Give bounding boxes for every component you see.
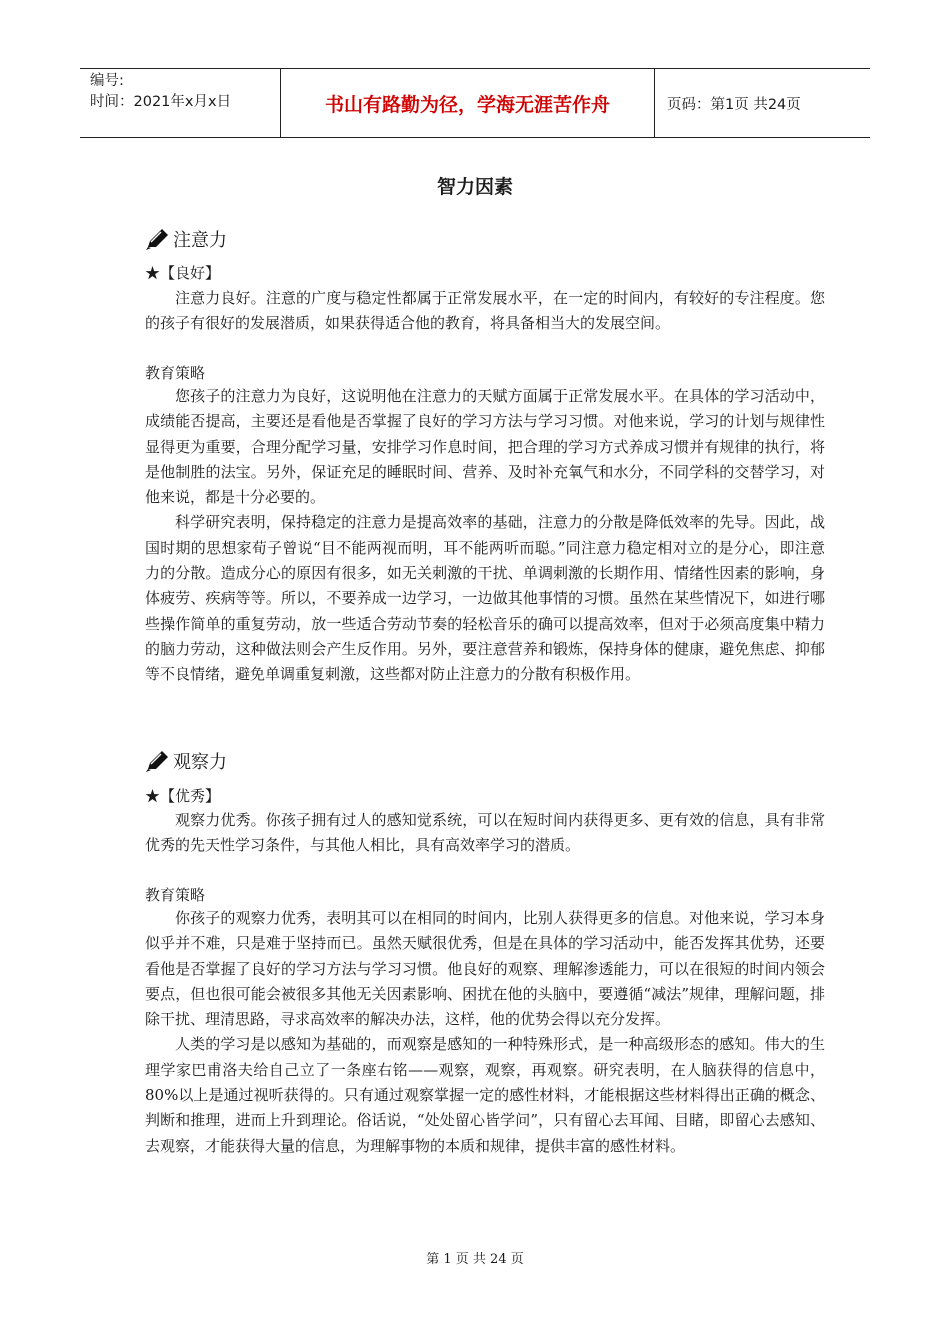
summary-text: 观察力优秀。你孩子拥有过人的感知觉系统，可以在短时间内获得更多、更有效的信息，具有非常优秀的先天性学习条件，与其他人相比，具有高效率学习的潜质。 — [145, 811, 825, 855]
strategy-paragraphs — [145, 906, 825, 1159]
header-page-label: 页码：第1页 共24页 — [667, 96, 801, 113]
rating-badge: ★【优秀】 — [145, 787, 221, 805]
pencil-icon — [145, 227, 171, 251]
number-label: 编号: — [90, 73, 124, 89]
summary-text: 注意力良好。注意的广度与稳定性都属于正常发展水平，在一定的时间内，有较好的专注程度。您的孩子有很好的发展潜质，如果获得适合他的教育，将具备相当大的发展空间。 — [145, 289, 825, 333]
pencil-icon — [145, 749, 171, 773]
page-title: 智力因素 — [436, 176, 513, 198]
section-heading-label: 观察力 — [173, 752, 227, 773]
summary-paragraph — [145, 808, 825, 859]
time-label: 时间：2021年x月x日 — [90, 94, 232, 110]
strategy-text: 人类的学习是以感知为基础的，而观察是感知的一种特殊形式，是一种高级形态的感知。伟大的生理学家巴甫洛夫给自己立了一条座右铭——观察，观察，再观察。研究表明，在人脑获得的信息中，80%以上是通过视听获得的。只有通过观察掌握一定的感性材料，才能根据这些材料得出正确的概念、判断和推理，进而上升到理论。俗话说，“处处留心皆学问”，只有留心去耳闻、目睹，即留心去感知、去观察，才能获得大量的信息，为理解事物的本质和规律，提供丰富的感性材料。 — [145, 1035, 825, 1155]
section-heading-label: 注意力 — [173, 230, 227, 251]
header-meta — [80, 69, 280, 137]
strategy-text: 您孩子的注意力为良好，这说明他在注意力的天赋方面属于正常发展水平。在具体的学习活动中，成绩能否提高，主要还是看他是否掌握了良好的学习方法与学习习惯。对他来说，学习的计划与规律性显得更为重要，合理分配学习量，安排学习作息时间，把合理的学习方式养成习惯并有规律的执行，将是他制胜的法宝。另外，保证充足的睡眠时间、营养、及时补充氧气和水分，不同学科的交替学习，对他来说，都是十分必要的。 — [145, 387, 825, 507]
strategy-paragraphs — [145, 384, 825, 688]
rating-badge: ★【良好】 — [145, 264, 221, 282]
section-heading-observation — [145, 748, 227, 774]
page-footer: 第 1 页 共 24 页 — [426, 1252, 524, 1267]
strategy-text: 科学研究表明，保持稳定的注意力是提高效率的基础，注意力的分散是降低效率的先导。因此，战国时期的思想家荀子曾说“目不能两视而明，耳不能两听而聪。”同注意力稳定相对立的是分心，即注意力的分散。造成分心的原因有很多，如无关刺激的干扰、单调刺激的长期作用、情绪性因素的影响，身体疲劳、疾病等等。所以，不要养成一边学习，一边做其他事情的习惯。虽然在某些情况下，如进行哪些操作简单的重复劳动，放一些适合劳动节奏的轻松音乐的确可以提高效率，但对于必须高度集中精力的脑力劳动，这种做法则会产生反作用。另外，要注意营养和锻炼，保持身体的健康，避免焦虑、抑郁等不良情绪，避免单调重复刺激，这些都对防止注意力的分散有积极作用。 — [145, 513, 825, 684]
document-header — [80, 68, 870, 138]
strategy-text: 你孩子的观察力优秀，表明其可以在相同的时间内，比别人获得更多的信息。对他来说，学习本身似乎并不难，只是难于坚持而已。虽然天赋很优秀，但是在具体的学习活动中，能否发挥其优势，还要看他是否掌握了良好的学习方法与学习习惯。他良好的观察、理解渗透能力，可以在很短的时间内领会要点，但也很可能会被很多其他无关因素影响、困扰在他的头脑中，要遵循“减法”规律，理解问题，排除干扰、理清思路，寻求高效率的解决办法，这样，他的优势会得以充分发挥。 — [145, 909, 825, 1029]
strategy-label: 教育策略 — [145, 886, 206, 904]
strategy-label: 教育策略 — [145, 364, 206, 382]
header-motto: 书山有路勤为径，学海无涯苦作舟 — [280, 69, 655, 137]
summary-paragraph — [145, 286, 825, 337]
section-heading-attention — [145, 226, 227, 252]
